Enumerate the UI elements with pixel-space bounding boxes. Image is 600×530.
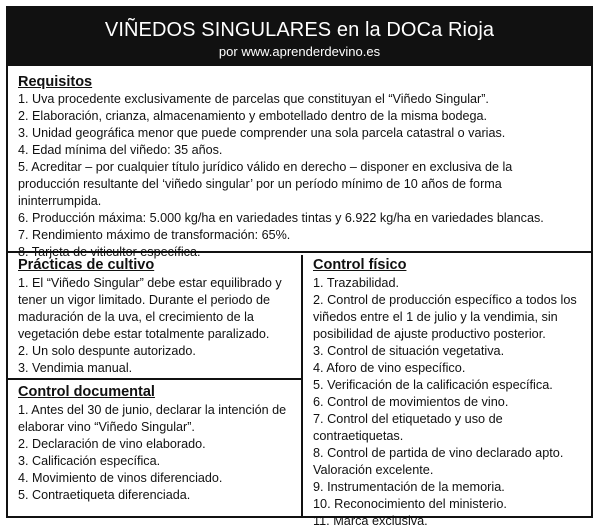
list-item: 2. Declaración de vino elaborado. bbox=[18, 437, 206, 451]
list-item: 3. Control de situación vegetativa. bbox=[313, 344, 505, 358]
section-requisitos bbox=[8, 70, 591, 259]
list-item: 8. Tarjeta de viticultor específica. bbox=[18, 245, 201, 259]
list-item: 10. Reconocimiento del ministerio. bbox=[313, 497, 507, 511]
list-item: 3. Vendimia manual. bbox=[18, 361, 133, 375]
document-frame bbox=[6, 6, 593, 528]
list-item: 8. Control de partida de vino declarado apto. Valoración excelente. bbox=[313, 446, 564, 477]
requisitos-list bbox=[18, 91, 591, 261]
section-heading-practicas: Prácticas de cultivo bbox=[18, 257, 155, 273]
section-control-documental bbox=[8, 380, 303, 516]
list-item: 7. Rendimiento máximo de transformación: 65%. bbox=[18, 228, 291, 242]
list-item: 4. Aforo de vino específico. bbox=[313, 361, 466, 375]
list-item: 1. Uva procedente exclusivamente de parcelas que constituyan el “Viñedo Singular”. bbox=[18, 92, 489, 106]
list-item: 7. Control del etiquetado y uso de contraetiquetas. bbox=[313, 412, 503, 443]
documental-list bbox=[18, 402, 301, 504]
list-item: 6. Control de movimientos de vino. bbox=[313, 395, 509, 409]
list-item: 3. Unidad geográfica menor que puede comprender una sola parcela catastral o varias. bbox=[18, 126, 506, 140]
list-item: 5. Contraetiqueta diferenciada. bbox=[18, 488, 191, 502]
list-item: 2. Elaboración, crianza, almacenamiento y embotellado dentro de la misma bodega. bbox=[18, 109, 488, 123]
list-item: 2. Un solo despunte autorizado. bbox=[18, 344, 196, 358]
section-practicas-cultivo bbox=[8, 255, 303, 380]
list-item: 5. Verificación de la calificación específica. bbox=[313, 378, 553, 392]
list-item: 1. El “Viñedo Singular” debe estar equilibrado y tener un vigor limitado. Durante el periodo de maduración de la uva, el crecimiento de la vegetación debe estar totalmente paralizado. bbox=[18, 276, 282, 341]
list-item: 11. Marca exclusiva. bbox=[313, 514, 428, 528]
page-subtitle: por www.aprenderdevino.es bbox=[218, 44, 381, 59]
list-item: 3. Calificación específica. bbox=[18, 454, 161, 468]
header-banner bbox=[8, 8, 591, 66]
list-item: 1. Antes del 30 de junio, declarar la intención de elaborar vino “Viñedo Singular”. bbox=[18, 403, 287, 434]
practicas-list bbox=[18, 275, 301, 377]
list-item: 2. Control de producción específico a todos los viñedos entre el 1 de julio y la vendimia, sin posibilidad de ajuste productivo posterior. bbox=[313, 293, 577, 341]
page-title: VIÑEDOS SINGULARES en la DOCa Rioja bbox=[104, 19, 495, 41]
list-item: 4. Movimiento de vinos diferenciado. bbox=[18, 471, 223, 485]
list-item: 9. Instrumentación de la memoria. bbox=[313, 480, 505, 494]
section-heading-fisico: Control físico bbox=[313, 257, 407, 273]
fisico-list bbox=[313, 275, 591, 530]
section-heading-requisitos: Requisitos bbox=[18, 74, 93, 90]
list-item: 1. Trazabilidad. bbox=[313, 276, 400, 290]
list-item: 4. Edad mínima del viñedo: 35 años. bbox=[18, 143, 223, 157]
section-control-fisico bbox=[303, 255, 591, 528]
section-heading-documental: Control documental bbox=[18, 384, 155, 400]
list-item: 5. Acreditar – por cualquier título jurídico válido en derecho – disponer en exclusiva de la producción resultante del ‘viñedo singular’ por un período mínimo de 10 años de forma ininterrumpida. bbox=[18, 160, 513, 208]
list-item: 6. Producción máxima: 5.000 kg/ha en variedades tintas y 6.922 kg/ha en variedades blancas. bbox=[18, 211, 544, 225]
